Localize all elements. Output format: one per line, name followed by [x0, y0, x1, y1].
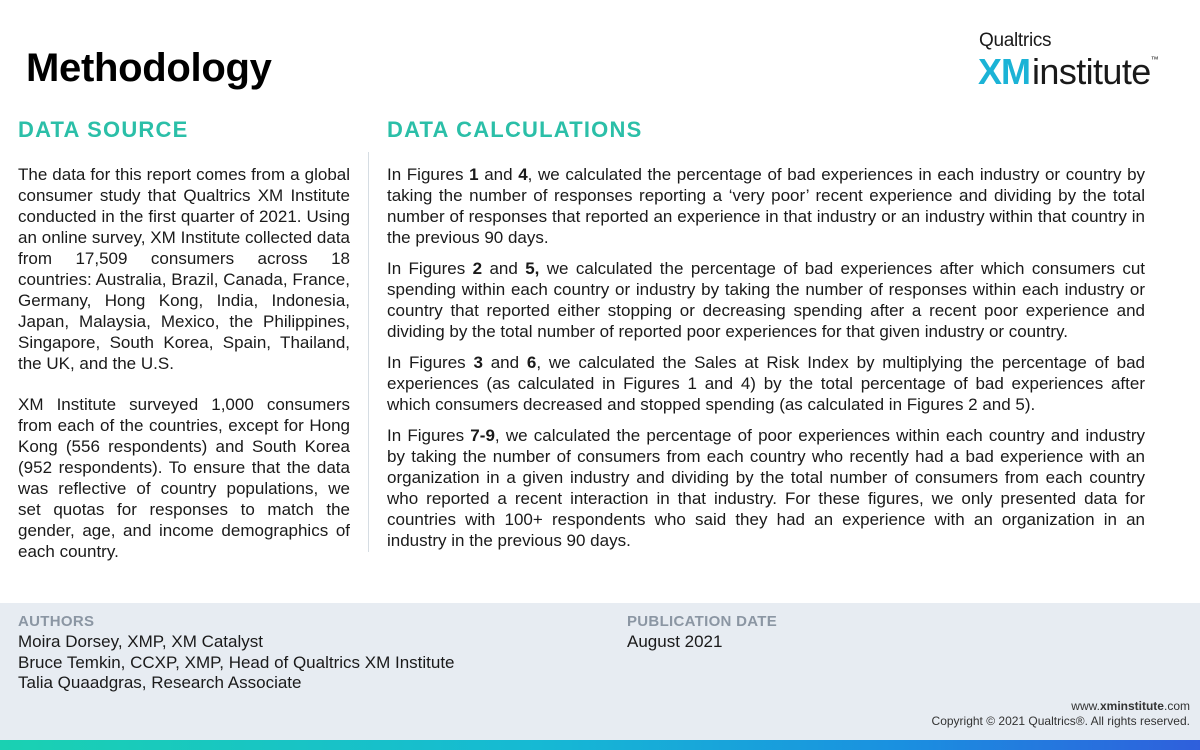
logo-qualtrics-text: Qualtrics [979, 30, 1052, 51]
authors-label: AUTHORS [18, 613, 95, 630]
data-source-heading: DATA SOURCE [18, 117, 189, 142]
figure-number: 3 [473, 353, 483, 372]
data-source-paragraph: The data for this report comes from a global consumer study that Qualtrics XM Institute conducted in the first quarter of 2021. Using an online survey, XM Institute collected data from 17,509 consumers across 18 countries: Australia, Brazil, Canada, France, Germany, Hong Kong, India, Indonesia, Japan, Malaysia, Mexico, the Philippines, Singapore, South Korea, Spain, Thailand, the UK, and the U.S. [18, 165, 350, 373]
page-title: Methodology [26, 46, 272, 90]
column-divider [368, 152, 369, 552]
figure-number: 5, [525, 259, 540, 278]
logo-trademark: ™ [1150, 55, 1159, 64]
footer-panel [0, 603, 1200, 740]
calculation-paragraph [387, 164, 1145, 248]
figure-number: 9 [485, 426, 495, 445]
paragraph-prefix: In Figures [387, 259, 473, 278]
paragraph-text: , we calculated the Sales at Risk Index by multiplying the percentage of bad experiences (as calculated in Figures 1 and 4) by the total percentage of bad experiences after which consumers decreased and stopped spending (as calculated in Figures 2 and 5). [387, 353, 1145, 414]
data-source-paragraph: XM Institute surveyed 1,000 consumers from each of the countries, except for Hong Kong (556 respondents) and South Korea (952 respondents). To ensure that the data was reflective of country populations, we set quotas for responses to match the gender, age, and income demographics of each country. [18, 395, 350, 561]
author-item: Moira Dorsey, XMP, XM Catalyst [18, 632, 263, 651]
calculation-paragraph [387, 425, 1145, 551]
paragraph-text: we calculated the percentage of bad experiences after which consumers cut spending within each country or industry by taking the number of responses within each industry or country that reported either stopping or decreasing spending after a recent poor experience and dividing by the total number of reported poor experiences for that given industry or country. [387, 259, 1146, 341]
calculation-paragraph [387, 352, 1145, 415]
figure-number: 2 [472, 259, 483, 278]
site-prefix: www. [1071, 699, 1100, 713]
paragraph-prefix: In Figures [387, 165, 470, 184]
data-calculations-heading: DATA CALCULATIONS [387, 117, 643, 142]
site-suffix: .com [1163, 699, 1190, 713]
paragraph-text: , we calculated the percentage of bad experiences in each industry or country by taking the number of responses reporting a ‘very poor’ recent experience and dividing by the total number of responses that reported an experience in that industry or an industry within that country in the previous 90 days. [387, 165, 1146, 247]
paragraph-connector: - [479, 426, 486, 445]
paragraph-prefix: In Figures [387, 426, 471, 445]
logo-institute-text: institute [1032, 51, 1151, 92]
logo-wordmark [978, 51, 1159, 93]
paragraph-connector: and [482, 259, 526, 278]
website-link[interactable] [1071, 699, 1190, 713]
site-domain: xminstitute [1099, 699, 1164, 713]
figure-number: 7 [470, 426, 480, 445]
figure-number: 4 [518, 165, 528, 184]
logo-xm-text: XM [978, 51, 1030, 92]
figure-number: 6 [526, 353, 537, 372]
calculation-paragraph [387, 258, 1145, 342]
publication-date: August 2021 [627, 632, 723, 651]
author-item: Bruce Temkin, CCXP, XMP, Head of Qualtrics XM Institute [18, 652, 455, 672]
author-item: Talia Quaadgras, Research Associate [18, 673, 302, 692]
publication-date-label: PUBLICATION DATE [627, 613, 778, 630]
figure-number: 1 [469, 165, 479, 184]
paragraph-connector: and [482, 353, 527, 372]
paragraph-connector: and [478, 165, 519, 184]
paragraph-text: , we calculated the percentage of poor experiences within each country and industry by taking the number of consumers from each country who recently had a bad experience with an organization in a given industry and dividing by the total number of consumers from each country who reported a recent interaction in that industry. For these figures, we only presented data for countries with 100+ respondents who said they had an experience with an organization in an industry in the previous 90 days. [387, 426, 1145, 550]
copyright-notice: Copyright © 2021 Qualtrics®. All rights reserved. [931, 714, 1190, 728]
data-calculations-section [387, 164, 1145, 551]
data-source-section [18, 164, 350, 562]
gradient-bottom-bar [0, 740, 1200, 750]
authors-list [18, 632, 455, 694]
xm-institute-logo [978, 30, 1178, 94]
paragraph-prefix: In Figures [387, 353, 474, 372]
